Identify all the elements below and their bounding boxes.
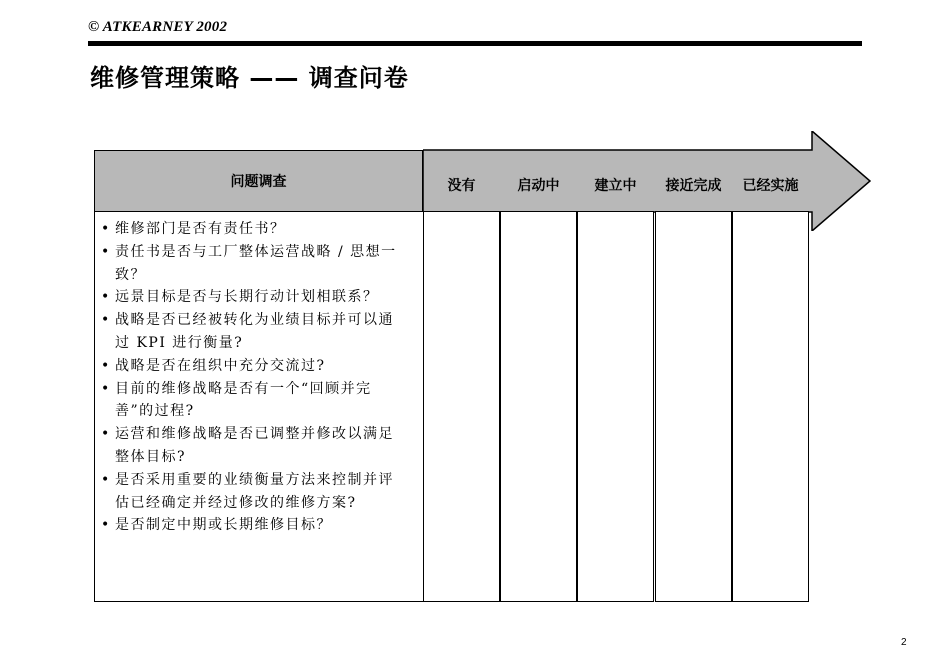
bullet-icon: • [101, 426, 111, 443]
question-item [101, 286, 409, 309]
question-column-header: 问题调查 [94, 150, 423, 212]
status-column-none [423, 211, 500, 602]
header-divider [88, 41, 862, 46]
status-label-none: 没有 [447, 178, 476, 194]
page-number: 2 [901, 637, 907, 648]
question-text: 目前的维修战略是否有一个“回顾并完善”的过程? [115, 380, 372, 420]
question-item [101, 514, 409, 537]
question-text: 远景目标是否与长期行动计划相联系？ [115, 289, 379, 306]
status-column-building [577, 211, 654, 602]
status-label-nearly-complete: 接近完成 [665, 178, 722, 194]
question-item [101, 309, 409, 355]
question-text: 战略是否已经被转化为业绩目标并可以通过 KPI 进行衡量? [115, 312, 394, 351]
question-item [101, 241, 409, 287]
bullet-icon: • [101, 517, 111, 534]
question-item [101, 218, 409, 241]
question-text: 运营和维修战略是否已调整并修改以满足整体目标? [115, 426, 394, 465]
bullet-icon: • [101, 471, 111, 488]
question-list [94, 211, 424, 602]
bullet-icon: • [101, 221, 111, 237]
page-title: 维修管理策略 —— 调查问卷 [90, 64, 409, 92]
status-label-starting: 启动中 [517, 178, 560, 194]
question-text: 是否制定中期或长期维修目标？ [115, 517, 332, 534]
bullet-icon: • [101, 357, 111, 374]
status-label-building: 建立中 [594, 178, 637, 194]
status-column-implemented [732, 211, 809, 602]
question-text: 责任书是否与工厂整体运营战略 / 思想一致？ [115, 243, 397, 283]
question-item [101, 423, 409, 469]
bullet-icon: • [101, 380, 111, 397]
bullet-icon: • [101, 312, 111, 329]
status-column-nearly-complete [655, 211, 732, 602]
status-column-starting [500, 211, 577, 602]
bullet-icon: • [101, 243, 111, 260]
question-text: 战略是否在组织中充分交流过? [115, 357, 326, 374]
copyright-notice: © ATKEARNEY 2002 [88, 19, 228, 35]
status-label-implemented: 已经实施 [742, 178, 799, 194]
question-item [101, 378, 409, 424]
question-text: 维修部门是否有责任书？ [115, 221, 286, 237]
question-item [101, 355, 409, 378]
question-item [101, 469, 409, 515]
question-text: 是否采用重要的业绩衡量方法来控制并评估已经确定并经过修改的维修方案? [115, 471, 394, 511]
bullet-icon: • [101, 289, 111, 306]
